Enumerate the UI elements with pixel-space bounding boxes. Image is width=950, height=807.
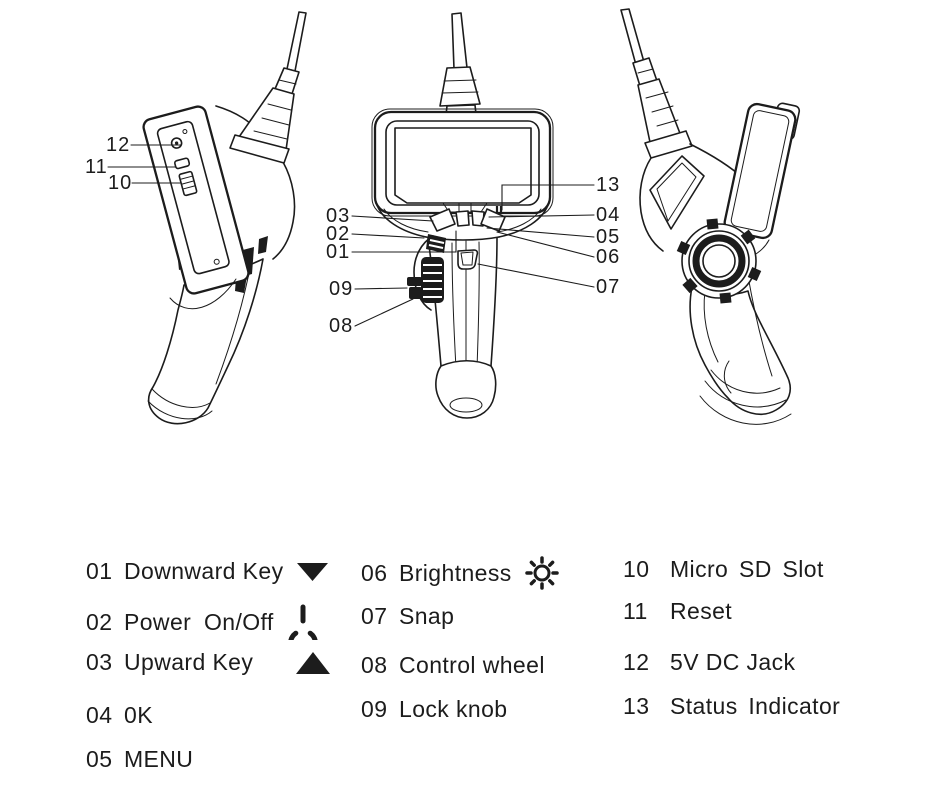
probe-cable [452, 13, 467, 69]
legend-item [623, 556, 824, 583]
callout-12: 12 [106, 134, 131, 156]
lock-knob [409, 287, 422, 299]
handle-contour [477, 242, 479, 369]
monitor-bezel [375, 112, 550, 213]
legend-item [623, 649, 795, 676]
down-triangle-icon [296, 562, 329, 582]
left-side-view [142, 12, 306, 424]
callout-11: 11 [85, 156, 108, 178]
power-icon [287, 604, 319, 640]
legend-item-label: Control wheel [399, 652, 545, 678]
leader-08 [355, 299, 413, 326]
callout-07: 07 [596, 276, 621, 298]
legend-item-number: 05 [86, 746, 113, 772]
legend-item-label: Snap [399, 603, 455, 629]
front-view [372, 13, 553, 418]
probe-cable [621, 9, 644, 65]
legend-item-number: 13 [623, 693, 650, 719]
legend-item-label: Upward Key [124, 649, 254, 675]
legend-item-label: Downward Key [124, 558, 284, 584]
strain-relief-cone [440, 67, 480, 106]
control-wheel-hub [703, 245, 735, 277]
legend-item [361, 603, 454, 630]
probe-cable [287, 12, 306, 71]
callout-01: 01 [326, 241, 351, 263]
legend-item [86, 649, 331, 676]
leader-02 [352, 234, 424, 238]
legend-item-number: 03 [86, 649, 113, 675]
legend-item-label: MENU [124, 746, 194, 772]
legend-item-label: 0K [124, 702, 153, 728]
body-left-edge [640, 158, 663, 251]
legend-item [86, 746, 193, 773]
legend-item [86, 558, 329, 585]
legend-item-label: Micro SD Slot [670, 556, 824, 582]
sun-icon [525, 556, 559, 590]
up-triangle-icon [295, 651, 331, 675]
legend-item-label: Reset [670, 598, 733, 624]
legend-item [361, 556, 559, 590]
legend-item-number: 09 [361, 696, 388, 722]
legend-item-number: 02 [86, 608, 113, 635]
legend-item [361, 696, 507, 723]
callout-10: 10 [108, 172, 133, 194]
callout-06: 06 [596, 246, 621, 268]
callout-02: 02 [326, 223, 351, 245]
legend-item-label: Lock knob [399, 696, 508, 722]
legend-item-number: 11 [623, 598, 648, 624]
legend-item-label: Status Indicator [670, 693, 841, 719]
callout-09: 09 [329, 278, 354, 300]
legend-item-number: 06 [361, 559, 388, 586]
center-key-left [456, 211, 469, 226]
legend-item-label: Brightness [399, 559, 512, 586]
legend-item-label: Power On/Off [124, 608, 274, 635]
lock-knob [407, 277, 422, 286]
callout-03: 03 [326, 205, 351, 227]
legend-item-number: 04 [86, 702, 113, 728]
legend-item-number: 12 [623, 649, 650, 675]
legend-item [623, 598, 732, 625]
leader-03 [352, 216, 433, 221]
legend-item-number: 08 [361, 652, 388, 678]
leader-09 [355, 288, 407, 289]
screen-slab [142, 105, 250, 295]
legend-item-number: 10 [623, 556, 650, 582]
handle-bottom-cap [436, 361, 496, 418]
callout-05: 05 [596, 226, 621, 248]
legend-item [86, 702, 153, 729]
legend-item-label: 5V DC Jack [670, 649, 796, 675]
right-side-view [621, 9, 800, 424]
grip [690, 287, 790, 414]
screen-slab [723, 97, 800, 240]
legend-item-number: 07 [361, 603, 388, 629]
edge-button [258, 236, 268, 254]
handle-contour [452, 243, 456, 368]
legend-item [623, 693, 840, 720]
handle-right-edge [491, 238, 497, 366]
callout-13: 13 [596, 174, 621, 196]
callout-04: 04 [596, 204, 621, 226]
callout-08: 08 [329, 315, 354, 337]
legend-item [86, 604, 319, 640]
body-right-edge [273, 162, 295, 259]
legend-item-number: 01 [86, 558, 113, 584]
legend-item [361, 652, 545, 679]
